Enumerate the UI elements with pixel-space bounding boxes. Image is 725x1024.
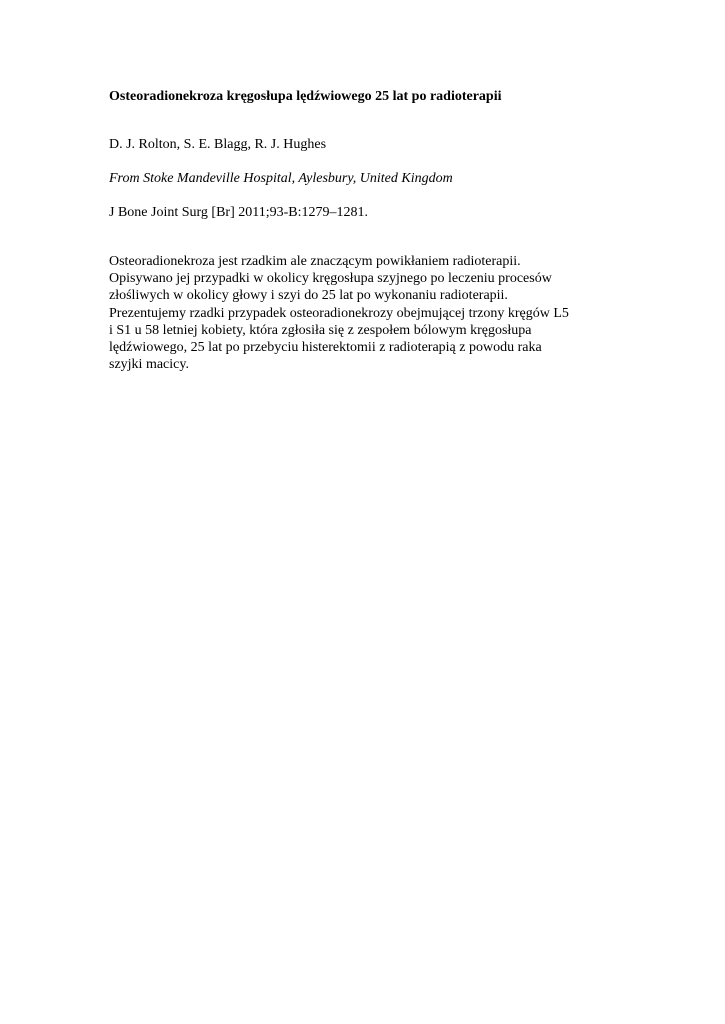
abstract-line: Prezentujemy rzadki przypadek osteoradionekrozy obejmującej trzony kręgów L5	[109, 305, 569, 321]
affiliation: From Stoke Mandeville Hospital, Aylesbury, United Kingdom	[109, 171, 453, 186]
abstract-line: lędźwiowego, 25 lat po przebyciu histerektomii z radioterapią z powodu raka	[109, 340, 542, 356]
abstract-line: złośliwych w okolicy głowy i szyi do 25 lat po wykonaniu radioterapii.	[109, 288, 508, 304]
abstract-line: i S1 u 58 letniej kobiety, która zgłosiła się z zespołem bólowym kręgosłupa	[109, 322, 532, 338]
article-title: Osteoradionekroza kręgosłupa lędźwiowego 25 lat po radioterapii	[109, 89, 502, 104]
abstract-line: Opisywano jej przypadki w okolicy kręgosłupa szyjnego po leczeniu procesów	[109, 271, 552, 287]
abstract-line: szyjki macicy.	[109, 357, 189, 373]
journal-citation: J Bone Joint Surg [Br] 2011;93-B:1279–1281.	[109, 205, 369, 220]
author-list: D. J. Rolton, S. E. Blagg, R. J. Hughes	[109, 137, 327, 152]
abstract-line: Osteoradionekroza jest rzadkim ale znaczącym powikłaniem radioterapii.	[109, 254, 521, 269]
abstract-paragraph	[109, 253, 609, 373]
